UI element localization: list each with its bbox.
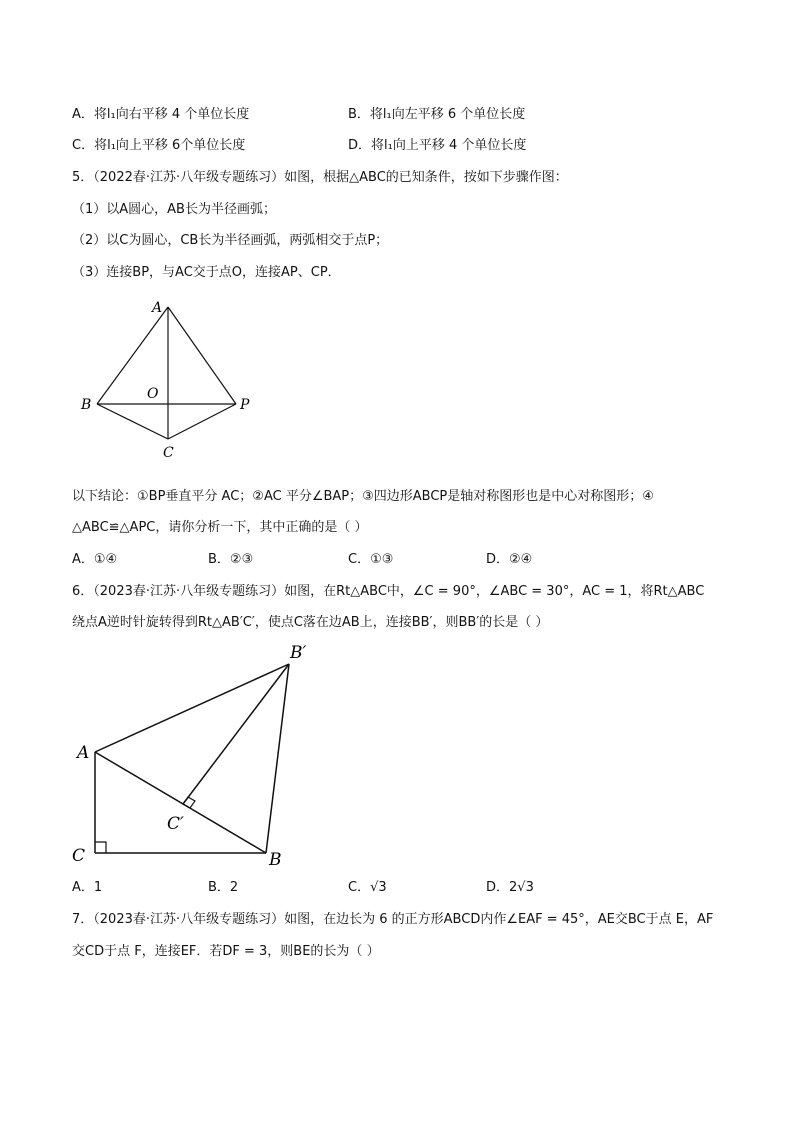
q5-figure [70,292,270,462]
q6-option-a: A．1 [72,880,103,895]
q4-option-b: B．将l₁向左平移 6 个单位长度 [348,107,526,122]
q6-right-angle-c-prime [183,797,195,808]
q7-stem-2: 交CD于点 F，连接EF．若DF = 3，则BE的长为（ ） [72,944,380,959]
q4-option-a: A．将l₁向右平移 4 个单位长度 [72,107,250,122]
q5-step-1: （1）以A圆心，AB长为半径画弧； [72,202,276,217]
q5-label-c: C [163,445,174,461]
q6-figure [70,636,310,870]
q5-segment-ap [168,307,236,404]
q5-step-3: （3）连接BP，与AC交于点O，连接AP、CP． [72,265,341,280]
q6-label-a: A [77,743,90,763]
q6-stem-2: 绕点A逆时针旋转得到Rt△AB′C′，使点C落在边AB上，连接BB′，则BB′的长是（ ） [72,615,549,630]
q6-label-c: C [72,846,86,866]
q5-conclusion-2: △ABC≌△APC，请你分析一下，其中正确的是（ ） [72,520,368,535]
q5-step-2: （2）以C为圆心，CB长为半径画弧，两弧相交于点P； [72,233,389,248]
q7-stem-1: 7．（2023春·江苏·八年级专题练习）如图，在边长为 6 的正方形ABCD内作∠EAF = 45°，AE交BC于点 E，AF [72,912,714,927]
q6-segment-b-prime-c-prime [183,664,289,804]
q6-label-c-prime: C′ [167,814,184,834]
q5-option-d: D．②④ [486,552,533,567]
q5-segment-bc [97,404,168,439]
q5-option-c: C．①③ [348,552,394,567]
q5-conclusion-1: 以下结论：①BP垂直平分 AC；②AC 平分∠BAP；③四边形ABCP是轴对称图形也是中心对称图形；④ [72,489,654,504]
q4-option-d: D．将l₁向上平移 4 个单位长度 [348,138,527,153]
q6-option-b: B．2 [208,880,239,895]
q6-stem-1: 6．（2023春·江苏·八年级专题练习）如图，在Rt△ABC中，∠C = 90°，∠ABC = 30°，AC = 1，将Rt△ABC [72,584,705,599]
q6-right-angle-c [95,842,106,853]
q5-label-p: P [240,397,250,413]
q6-label-b-prime: B′ [290,643,307,663]
q4-option-c: C．将l₁向上平移 6个单位长度 [72,138,246,153]
q5-option-a: A．①④ [72,552,118,567]
q6-option-d: D．2√3 [486,880,534,895]
q5-segment-cp [168,404,236,439]
q5-label-b: B [81,397,92,413]
q6-segment-ab [95,752,266,853]
q6-label-b: B [269,850,282,870]
q6-option-c: C．√3 [348,880,387,895]
q6-segment-ab-prime [95,664,289,752]
q5-stem: 5．（2022春·江苏·八年级专题练习）如图，根据△ABC的已知条件，按如下步骤作图： [72,170,568,185]
q6-segment-bb-prime [266,664,289,853]
q5-label-o: O [147,386,159,402]
q5-option-b: B．②③ [208,552,254,567]
q5-label-a: A [152,300,163,316]
